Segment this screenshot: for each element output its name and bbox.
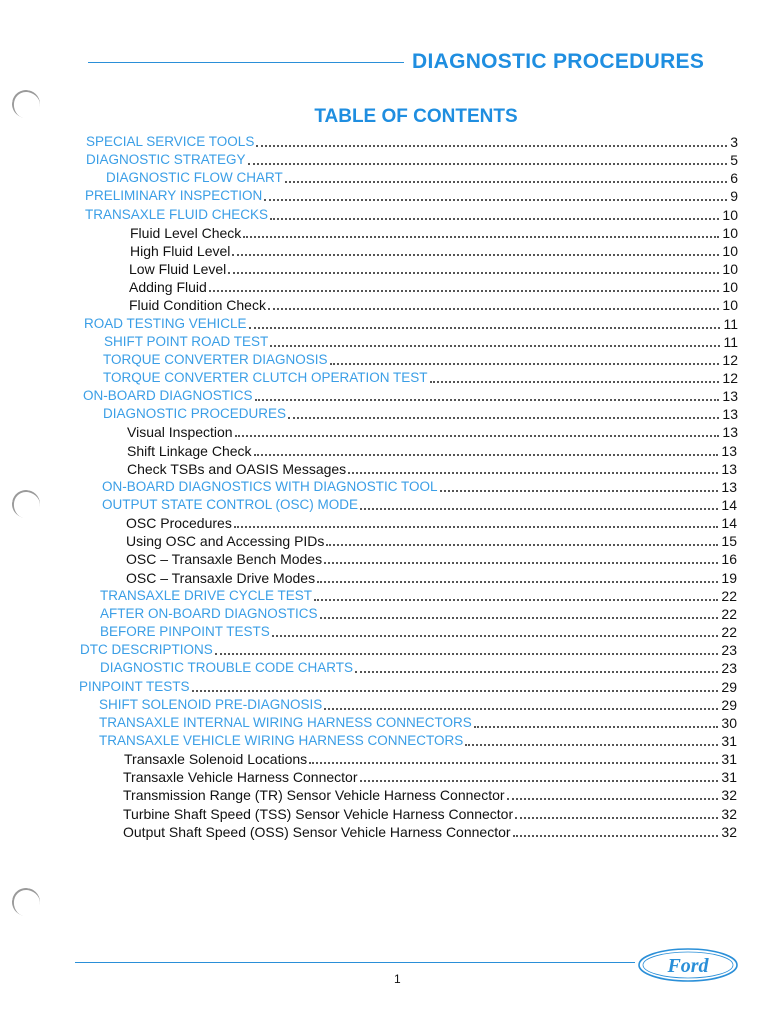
toc-entry-page: 22	[721, 624, 737, 641]
toc-leader-dots	[209, 290, 720, 292]
toc-leader-dots	[430, 381, 720, 383]
toc-leader-dots	[320, 617, 719, 619]
toc-entry-page: 30	[721, 714, 737, 731]
toc-leader-dots	[515, 817, 718, 819]
toc-entry-page: 22	[721, 587, 737, 604]
toc-entry-title: DTC DESCRIPTIONS	[80, 642, 213, 658]
toc-leader-dots	[235, 435, 720, 437]
toc-leader-dots	[513, 835, 719, 837]
toc-leader-dots	[507, 798, 719, 800]
toc-entry	[99, 696, 737, 714]
toc-leader-dots	[324, 708, 718, 710]
footer-rule	[75, 962, 635, 963]
toc-heading: TABLE OF CONTENTS	[314, 106, 518, 127]
toc-entry-page: 32	[721, 805, 737, 822]
toc-leader-dots	[309, 762, 718, 764]
toc-entry-page: 13	[721, 442, 737, 459]
toc-entry-title: Check TSBs and OASIS Messages	[127, 460, 347, 477]
toc-entry	[123, 786, 737, 804]
toc-entry-title: TRANSAXLE INTERNAL WIRING HARNESS CONNECTORS	[99, 714, 472, 730]
toc-leader-dots	[440, 490, 719, 492]
toc-entry-title: ROAD TESTING VEHICLE	[84, 315, 247, 331]
toc-entry	[104, 333, 738, 351]
toc-leader-dots	[348, 472, 718, 474]
ford-logo-text: Ford	[667, 955, 709, 977]
toc-entry	[126, 532, 737, 550]
toc-entry-page: 13	[722, 406, 738, 423]
toc-entry-page: 32	[721, 787, 737, 804]
toc-entry	[85, 187, 738, 205]
toc-entry	[129, 260, 738, 278]
toc-entry-page: 31	[721, 769, 737, 786]
toc-entry	[123, 805, 737, 823]
toc-entry	[103, 405, 738, 423]
toc-leader-dots	[360, 780, 719, 782]
toc-entry-page: 13	[721, 478, 737, 495]
toc-entry	[130, 224, 738, 242]
toc-entry-title: OSC – Transaxle Bench Modes	[126, 551, 323, 568]
toc-entry-title: PRELIMINARY INSPECTION	[85, 188, 263, 204]
toc-entry-page: 31	[721, 751, 737, 768]
toc-entry	[100, 623, 737, 641]
toc-entry-page: 10	[722, 279, 738, 296]
toc-entry-page: 3	[730, 134, 738, 150]
toc-leader-dots	[314, 599, 718, 601]
toc-entry-title: SHIFT SOLENOID PRE-DIAGNOSIS	[99, 696, 323, 712]
toc-leader-dots	[330, 363, 720, 365]
toc-entry-title: SPECIAL SERVICE TOOLS	[86, 134, 255, 149]
toc-entry	[126, 569, 737, 587]
toc-entry-title: BEFORE PINPOINT TESTS	[100, 624, 270, 640]
toc-entry-title: OSC Procedures	[126, 515, 232, 532]
toc-entry-page: 10	[722, 206, 738, 223]
toc-entry-title: OSC – Transaxle Drive Modes	[126, 569, 316, 586]
toc-entry	[100, 659, 737, 677]
toc-entry	[129, 278, 738, 296]
toc-leader-dots	[232, 254, 719, 256]
toc-entry	[127, 423, 738, 441]
toc-entry-title: OUTPUT STATE CONTROL (OSC) MODE	[102, 497, 359, 512]
toc-leader-dots	[234, 526, 719, 528]
toc-entry-title: ON-BOARD DIAGNOSTICS	[83, 388, 253, 404]
toc-entry-page: 9	[730, 188, 738, 205]
toc-entry-page: 5	[730, 152, 738, 169]
toc-entry	[102, 496, 737, 514]
toc-entry-title: Transaxle Solenoid Locations	[124, 751, 308, 768]
toc-entry-title: TRANSAXLE FLUID CHECKS	[85, 206, 269, 222]
toc-entry	[130, 242, 738, 260]
toc-leader-dots	[192, 690, 719, 692]
toc-entry-title: Transaxle Vehicle Harness Connector	[123, 769, 358, 786]
toc-entry-page: 10	[722, 261, 738, 278]
toc-entry	[100, 587, 737, 605]
toc-entry-title: PINPOINT TESTS	[79, 678, 190, 694]
toc-leader-dots	[228, 272, 719, 274]
toc-entry-page: 29	[721, 678, 737, 695]
toc-entry-page: 23	[721, 660, 737, 677]
toc-entry	[79, 678, 737, 696]
toc-entry	[103, 369, 738, 387]
toc-entry-page: 23	[721, 642, 737, 659]
toc-entry-page: 12	[722, 369, 738, 386]
toc-leader-dots	[264, 199, 727, 201]
toc-entry	[126, 514, 737, 532]
toc-entry-title: Adding Fluid	[129, 279, 207, 296]
toc-entry-title: TORQUE CONVERTER DIAGNOSIS	[103, 351, 328, 367]
toc-entry	[84, 315, 738, 333]
toc-entry-title: SHIFT POINT ROAD TEST	[104, 333, 269, 349]
toc-leader-dots	[324, 562, 718, 564]
toc-entry	[124, 750, 737, 768]
toc-leader-dots	[249, 327, 721, 329]
toc-leader-dots	[272, 635, 719, 637]
toc-entry	[99, 714, 737, 732]
toc-entry-title: Low Fluid Level	[129, 261, 227, 278]
toc-leader-dots	[355, 671, 718, 673]
toc-entry-title: AFTER ON-BOARD DIAGNOSTICS	[100, 605, 318, 621]
toc-entry	[127, 442, 737, 460]
toc-entry-page: 12	[722, 351, 738, 368]
toc-entry	[102, 478, 737, 496]
toc-leader-dots	[254, 454, 719, 456]
toc-entry	[123, 823, 737, 841]
toc-leader-dots	[248, 163, 728, 165]
section-title: DIAGNOSTIC PROCEDURES	[412, 50, 705, 73]
toc-entry-title: DIAGNOSTIC TROUBLE CODE CHARTS	[100, 660, 354, 676]
toc-entry-title: TRANSAXLE DRIVE CYCLE TEST	[100, 587, 313, 603]
toc-entry	[103, 351, 738, 369]
toc-entry-page: 32	[721, 823, 737, 840]
toc-entry-page: 22	[721, 605, 737, 622]
toc-entry-title: Visual Inspection	[127, 424, 233, 441]
toc-entry	[123, 768, 737, 786]
toc-entry-page: 15	[721, 533, 737, 550]
toc-entry-title: Turbine Shaft Speed (TSS) Sensor Vehicle Harness Connector	[123, 805, 514, 822]
toc-leader-dots	[465, 744, 718, 746]
toc-entry	[127, 460, 737, 478]
page-number: 1	[394, 972, 401, 986]
toc-leader-dots	[360, 508, 718, 510]
toc-leader-dots	[326, 544, 718, 546]
toc-entry	[129, 296, 738, 314]
toc-entry-title: Fluid Condition Check	[129, 297, 266, 314]
toc-entry-page: 14	[721, 497, 737, 513]
toc-leader-dots	[474, 726, 719, 728]
toc-entry-title: TORQUE CONVERTER CLUTCH OPERATION TEST	[103, 369, 428, 385]
toc-entry-page: 10	[722, 297, 738, 314]
toc-entry-page: 10	[722, 224, 738, 241]
toc-entry-page: 16	[721, 551, 737, 568]
toc-entry-title: Transmission Range (TR) Sensor Vehicle Harness Connector	[123, 787, 505, 804]
toc-entry-title: TRANSAXLE VEHICLE WIRING HARNESS CONNECTORS	[99, 732, 464, 748]
toc-entry-title: High Fluid Level	[130, 242, 231, 259]
toc-entry	[85, 206, 738, 224]
toc-leader-dots	[268, 308, 719, 310]
toc-entry	[99, 732, 737, 750]
toc-entry-page: 31	[721, 732, 737, 749]
toc-entry-title: Using OSC and Accessing PIDs	[126, 533, 325, 550]
toc-entry-page: 13	[722, 424, 738, 441]
toc-leader-dots	[285, 181, 727, 183]
binder-punch-hole	[10, 886, 42, 918]
toc-entry-page: 6	[730, 170, 738, 187]
toc-entry-title: Output Shaft Speed (OSS) Sensor Vehicle Harness Connector	[123, 823, 511, 840]
toc-entry-title: Shift Linkage Check	[127, 442, 252, 459]
toc-leader-dots	[255, 399, 720, 401]
toc-leader-dots	[270, 218, 719, 220]
toc-entry-page: 29	[721, 696, 737, 713]
header-rule	[88, 62, 404, 63]
toc-entry-title: DIAGNOSTIC PROCEDURES	[103, 406, 287, 422]
toc-entry-page: 13	[722, 388, 738, 405]
binder-punch-hole	[10, 488, 42, 520]
toc-leader-dots	[317, 581, 718, 583]
toc-leader-dots	[256, 145, 727, 147]
toc-entry-page: 11	[723, 315, 738, 332]
toc-entry	[86, 151, 738, 169]
toc-entry	[126, 550, 737, 568]
toc-entry	[83, 387, 738, 405]
ford-logo-icon	[636, 946, 740, 984]
toc-leader-dots	[288, 417, 719, 419]
toc-entry-page: 11	[723, 333, 738, 350]
toc-entry-title: DIAGNOSTIC FLOW CHART	[106, 170, 283, 186]
toc-leader-dots	[243, 236, 719, 238]
toc-entry-title: DIAGNOSTIC STRATEGY	[86, 152, 246, 168]
toc-entry	[86, 133, 738, 151]
toc-entry-page: 13	[721, 460, 737, 477]
toc-entry	[80, 641, 737, 659]
toc-entry-page: 14	[721, 515, 737, 532]
toc-entry-page: 10	[722, 242, 738, 259]
toc-entry-page: 19	[721, 569, 737, 586]
toc-entry	[100, 605, 737, 623]
toc-entry-title: ON-BOARD DIAGNOSTICS WITH DIAGNOSTIC TOOL	[102, 478, 438, 494]
toc-entry-title: Fluid Level Check	[130, 224, 242, 241]
toc-leader-dots	[270, 345, 720, 347]
toc-entry	[106, 169, 738, 187]
toc-leader-dots	[215, 653, 719, 655]
